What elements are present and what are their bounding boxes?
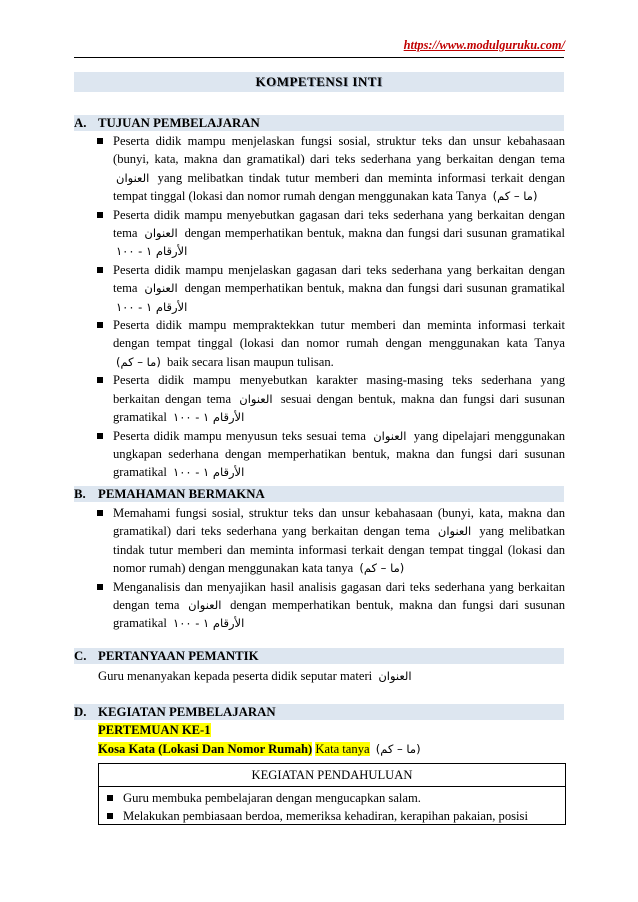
document-title: KOMPETENSI INTI: [255, 74, 383, 89]
topic-line: Kosa Kata (Lokasi Dan Nomor Rumah) Kata tanya (ما – كم): [98, 742, 421, 756]
header-divider: [74, 57, 564, 58]
activity-table: [98, 763, 566, 825]
list-item: Peserta didik mampu menyusun teks sesuai tema العنوان yang dipelajari menggunakan ungkapan sederhana dengan memperhatikan bentuk, makna dan fungsi dari susunan gramatikal الأرقام ١ - ١٠٠: [95, 427, 565, 482]
section-letter: C.: [74, 649, 87, 663]
meeting-label: PERTEMUAN KE-1: [98, 723, 211, 737]
header-url-link[interactable]: https://www.modulguruku.com/: [403, 38, 565, 52]
section-letter: A.: [74, 116, 87, 130]
list-item: Peserta didik mampu menjelaskan fungsi sosial, struktur teks dan unsur kebahasaan (bunyi, kata, makna dan gramatikal) dari teks sederhana yang berkaitan dengan tema العنوان yang melibatkan tindak tutur memberi dan meminta informasi terkait dengan tempat tinggal (lokasi dan nomor rumah dengan menggunakan kata Tanya (ما – كم): [95, 132, 565, 206]
section-letter: D.: [74, 705, 87, 719]
section-letter: B.: [74, 487, 86, 501]
meaningful-understanding-list: [95, 504, 565, 633]
trigger-question-text: Guru menanyakan kepada peserta didik seputar materi العنوان: [98, 669, 412, 683]
section-title: KEGIATAN PEMBELAJARAN: [98, 705, 276, 719]
activity-table-header: KEGIATAN PENDAHULUAN: [99, 764, 565, 787]
section-title: PEMAHAMAN BERMAKNA: [98, 487, 265, 501]
list-item: Memahami fungsi sosial, struktur teks dan unsur kebahasaan (bunyi, kata, makna dan gramatikal) dari teks sederhana yang berkaitan dengan tema العنوان yang melibatkan tindak tutur memberi dan meminta informasi terkait dengan tempat tinggal (lokasi dan nomor rumah) dengan menggunakan kata tanya (ما – كم): [95, 504, 565, 578]
list-item: Melakukan pembiasaan berdoa, memeriksa kehadiran, kerapihan pakaian, posisi: [105, 807, 561, 825]
section-a-heading: [74, 115, 564, 131]
section-title: TUJUAN PEMBELAJARAN: [98, 116, 260, 130]
activity-list: [99, 787, 565, 825]
title-banner: [74, 72, 564, 92]
list-item: Peserta didik mampu menjelaskan gagasan dari teks sederhana yang berkaitan dengan tema العنوان dengan memperhatikan bentuk, makna dan fungsi dari susunan gramatikal الأرقام ١ - ١٠٠: [95, 261, 565, 316]
list-item: Guru membuka pembelajaran dengan mengucapkan salam.: [105, 789, 561, 807]
list-item: Menganalisis dan menyajikan hasil analisis gagasan dari teks sederhana yang berkaitan dengan tema العنوان dengan memperhatikan bentuk, makna dan fungsi dari susunan gramatikal الأرقام ١ - ١٠٠: [95, 578, 565, 633]
list-item: Peserta didik mampu menyebutkan karakter masing-masing teks sederhana yang berkaitan dengan tema العنوان sesuai dengan bentuk, makna dan fungsi dari susunan gramatikal الأرقام ١ - ١٠٠: [95, 371, 565, 426]
section-c-heading: [74, 648, 564, 664]
list-item: Peserta didik mampu menyebutkan gagasan dari teks sederhana yang berkaitan dengan tema العنوان dengan memperhatikan bentuk, makna dan fungsi dari susunan gramatikal الأرقام ١ - ١٠٠: [95, 206, 565, 261]
list-item: Peserta didik mampu mempraktekkan tutur memberi dan meminta informasi terkait dengan tempat tinggal (lokasi dan nomor rumah dengan menggunakan kata Tanya (ما – كم) baik secara lisan maupun tulisan.: [95, 316, 565, 371]
section-title: PERTANYAAN PEMANTIK: [98, 649, 259, 663]
learning-objectives-list: [95, 132, 565, 482]
section-b-heading: [74, 486, 564, 502]
section-d-heading: [74, 704, 564, 720]
